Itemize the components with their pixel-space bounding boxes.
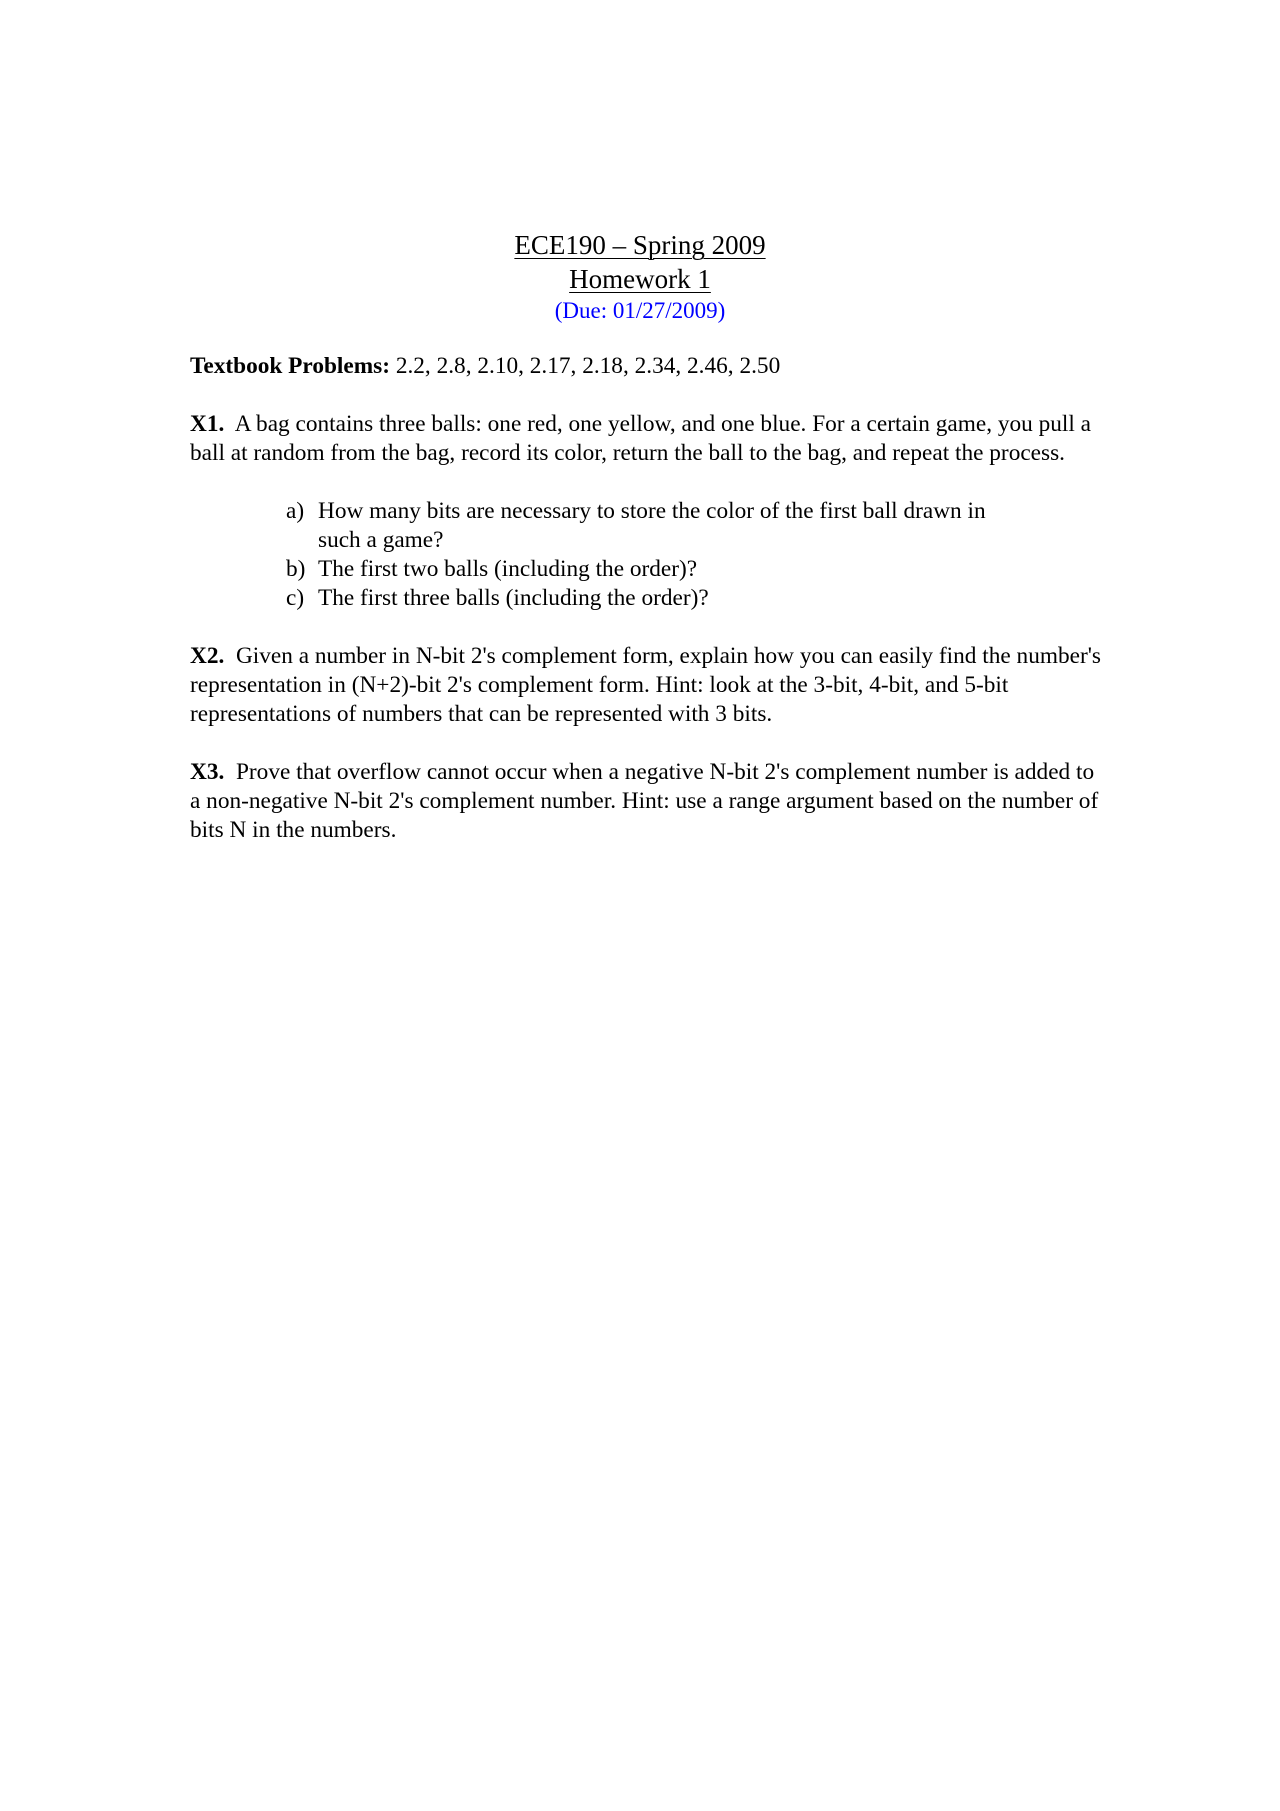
course-title-text: ECE190 – Spring 2009 xyxy=(514,230,766,260)
part-marker: c) xyxy=(286,585,305,611)
document-header xyxy=(0,228,1280,326)
problem-x3-label: X3. xyxy=(190,759,225,785)
part-text: The first three balls (including the order)? xyxy=(318,585,709,611)
problem-x2-label: X2. xyxy=(190,643,225,669)
problem-x1-part-c xyxy=(190,584,988,613)
textbook-problems-list: 2.2, 2.8, 2.10, 2.17, 2.18, 2.34, 2.46, 2.50 xyxy=(395,353,781,379)
part-text: The first two balls (including the order)? xyxy=(318,556,698,582)
problem-x1-label: X1. xyxy=(190,411,225,437)
problem-x2-text: Given a number in N-bit 2's complement form, explain how you can easily find the number's representation in (N+2)-bit 2's complement form. Hint: look at the 3-bit, 4-bit, and 5-bit representations of numbers that can be represented with 3 bits. xyxy=(190,643,1101,727)
part-text: How many bits are necessary to store the color of the first ball drawn in such a game? xyxy=(318,498,986,553)
problem-x1-part-a xyxy=(190,497,988,555)
homework-title-text: Homework 1 xyxy=(569,264,711,294)
part-marker: a) xyxy=(286,498,305,524)
textbook-problems xyxy=(190,352,1110,381)
problem-x1-parts xyxy=(190,497,1110,613)
problem-x1 xyxy=(190,410,1110,468)
course-title xyxy=(0,228,1280,262)
problem-x3-text: Prove that overflow cannot occur when a negative N-bit 2's complement number is added to a non-negative N-bit 2's complement number. Hint: use a range argument based on the number of bits N in the numbers. xyxy=(190,759,1099,843)
problem-x3 xyxy=(190,758,1110,845)
problem-x1-part-b xyxy=(190,555,988,584)
document-body xyxy=(190,352,1110,874)
homework-title xyxy=(0,262,1280,296)
textbook-problems-label: Textbook Problems: xyxy=(190,353,390,379)
problem-x2 xyxy=(190,642,1110,729)
part-marker: b) xyxy=(286,556,306,582)
problem-x1-text: A bag contains three balls: one red, one yellow, and one blue. For a certain game, you pull a ball at random from the bag, record its color, return the ball to the bag, and repeat the process. xyxy=(190,411,1092,466)
due-date: (Due: 01/27/2009) xyxy=(554,298,726,323)
